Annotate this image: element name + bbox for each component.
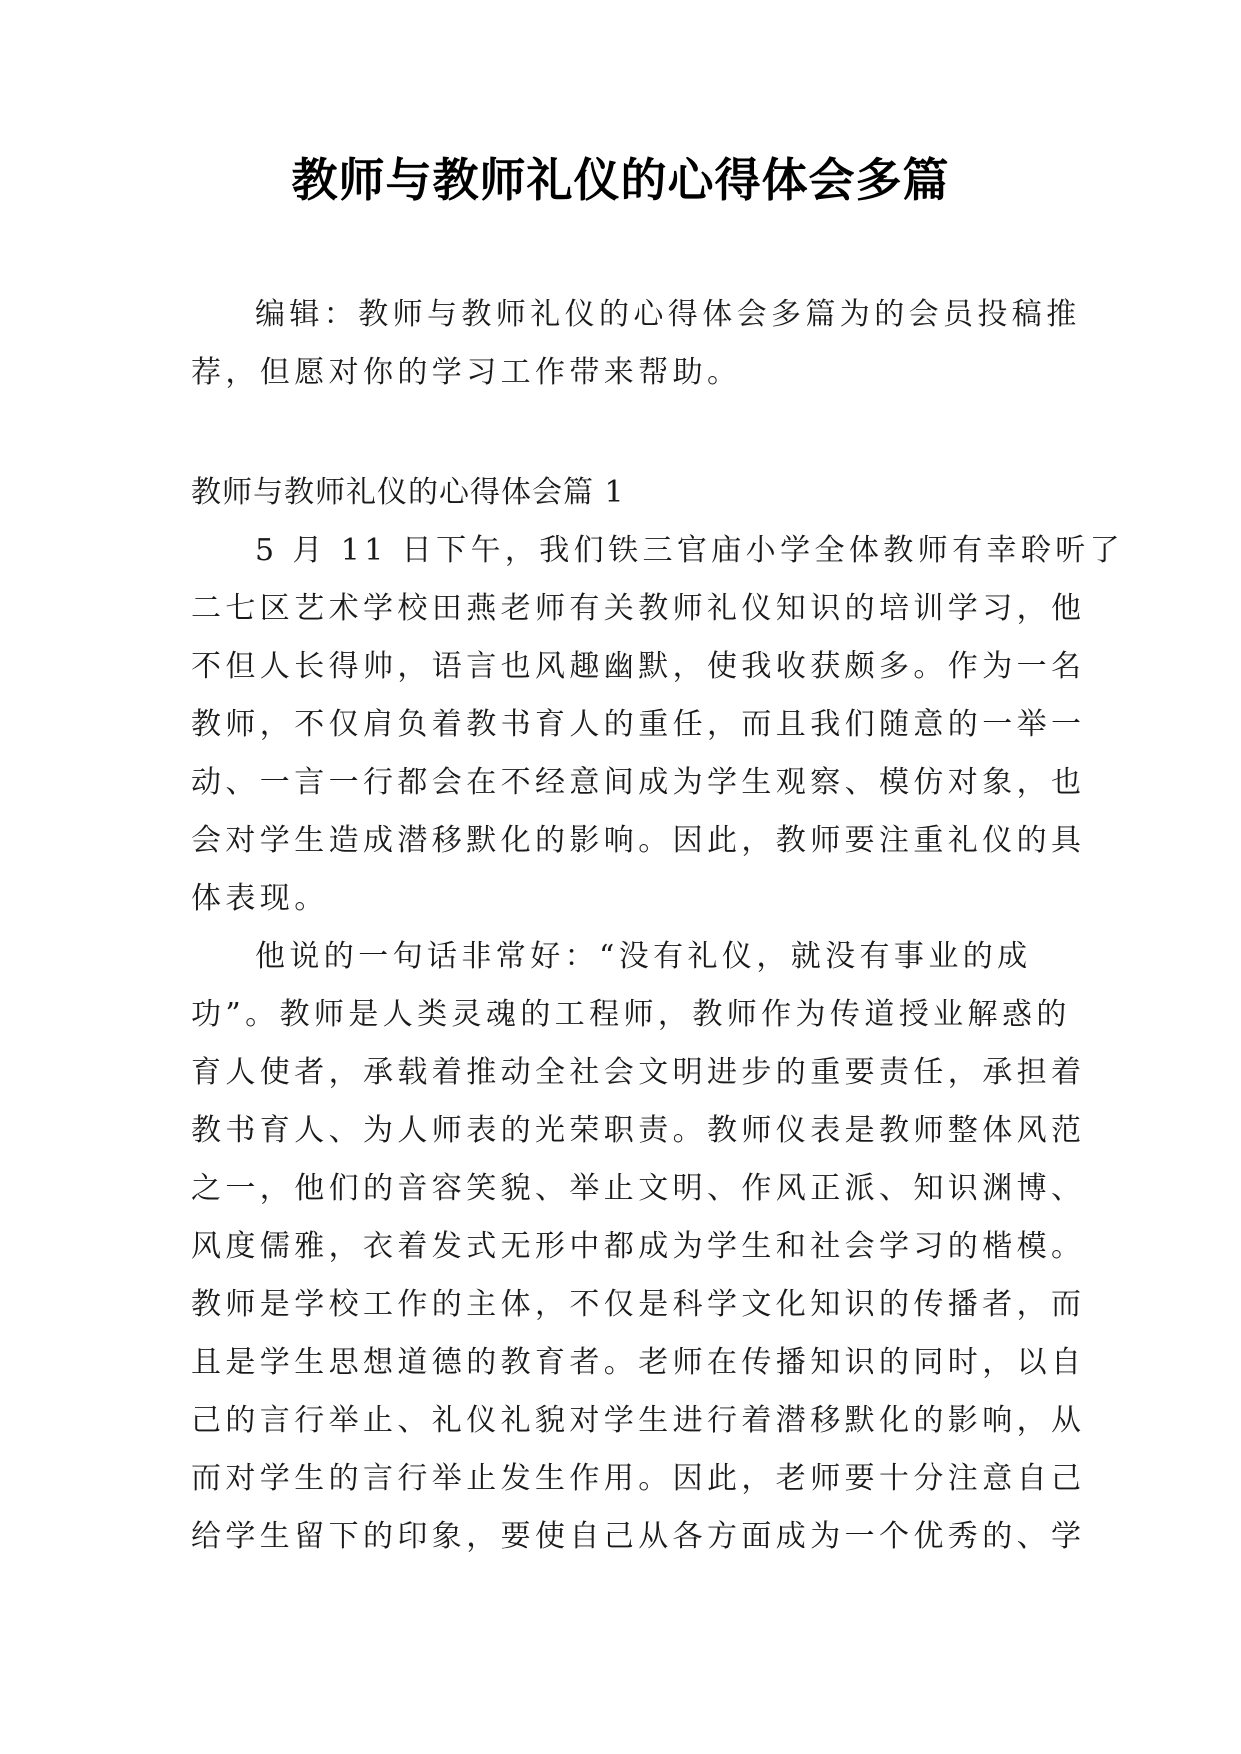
paragraph-line: 之一，他们的音容笑貌、举止文明、作风正派、知识渊博、 [191, 1171, 1086, 1206]
paragraph-line: 教书育人、为人师表的光荣职责。教师仪表是教师整体风范 [191, 1113, 1086, 1148]
paragraph-line: 风度儒雅，衣着发式无形中都成为学生和社会学习的楷模。 [191, 1229, 1086, 1264]
paragraph-line: 他说的一句话非常好：“没有礼仪，就没有事业的成 [255, 939, 1032, 974]
paragraph-line: 而对学生的言行举止发生作用。因此，老师要十分注意自己 [191, 1461, 1086, 1496]
paragraph-line: 教师，不仅肩负着教书育人的重任，而且我们随意的一举一 [191, 707, 1086, 742]
paragraph-line: 育人使者，承载着推动全社会文明进步的重要责任，承担着 [191, 1055, 1086, 1090]
intro-paragraph [191, 286, 1081, 402]
paragraph-line: 己的言行举止、礼仪礼貌对学生进行着潜移默化的影响，从 [191, 1403, 1086, 1438]
paragraph-line: 给学生留下的印象，要使自己从各方面成为一个优秀的、学 [191, 1519, 1086, 1554]
paragraph-line: 体表现。 [191, 881, 329, 916]
section-body [191, 522, 1125, 1566]
paragraph-line: 会对学生造成潜移默化的影响。因此，教师要注重礼仪的具 [191, 823, 1086, 858]
paragraph-line: 且是学生思想道德的教育者。老师在传播知识的同时，以自 [191, 1345, 1086, 1380]
paragraph-line: 5 月 11 日下午，我们铁三官庙小学全体教师有幸聆听了 [255, 533, 1125, 568]
paragraph-line: 功”。教师是人类灵魂的工程师，教师作为传道授业解惑的 [191, 997, 1071, 1032]
intro-line: 编辑：教师与教师礼仪的心得体会多篇为的会员投稿推 [255, 297, 1081, 332]
paragraph-line: 动、一言一行都会在不经意间成为学生观察、模仿对象，也 [191, 765, 1086, 800]
paragraph-line: 二七区艺术学校田燕老师有关教师礼仪知识的培训学习，他 [191, 591, 1086, 626]
intro-line: 荐，但愿对你的学习工作带来帮助。 [191, 355, 742, 390]
section-heading: 教师与教师礼仪的心得体会篇 1 [191, 475, 625, 510]
document-title: 教师与教师礼仪的心得体会多篇 [291, 153, 950, 207]
paragraph-line: 不但人长得帅，语言也风趣幽默，使我收获颇多。作为一名 [191, 649, 1086, 684]
paragraph-line: 教师是学校工作的主体，不仅是科学文化知识的传播者，而 [191, 1287, 1086, 1322]
